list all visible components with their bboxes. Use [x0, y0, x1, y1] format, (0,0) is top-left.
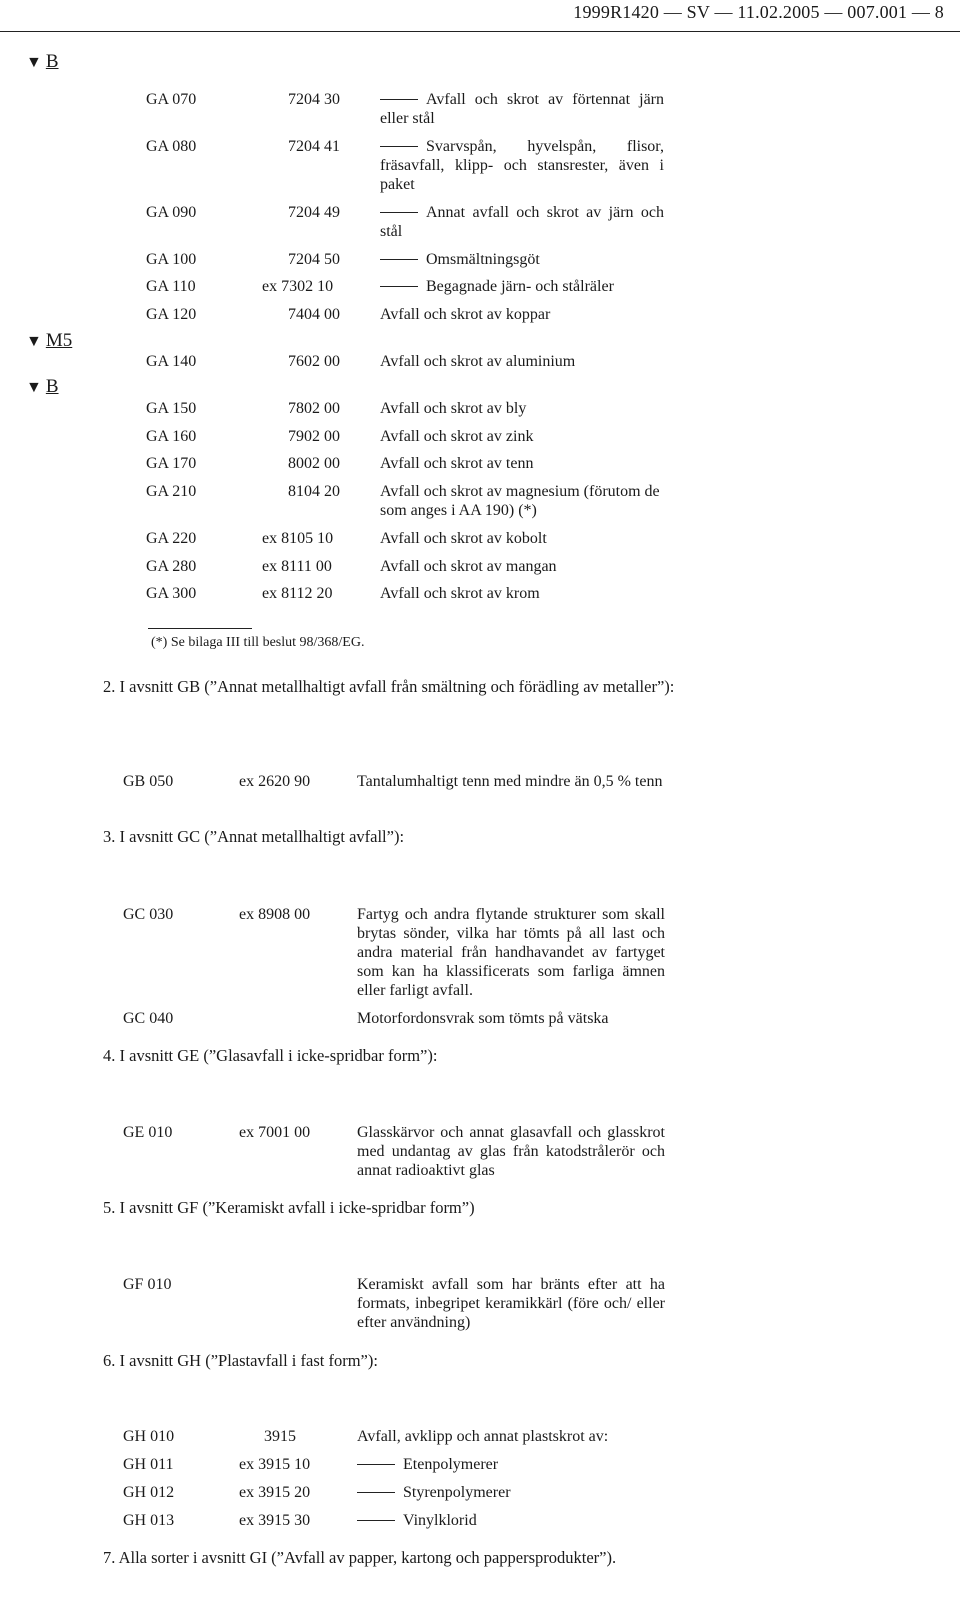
waste-code: GA 210	[146, 483, 197, 500]
waste-description: Avfall och skrot av magnesium (förutom de som anges i AA 190) (*)	[380, 483, 660, 519]
waste-description: Vinylklorid	[357, 1511, 665, 1530]
waste-description: Svarvspån, hyvelspån, flisor, fräsavfall, klipp- och stansrester, även i paket	[380, 138, 664, 193]
waste-description: Avfall och skrot av kobolt	[380, 530, 547, 547]
waste-description: Avfall och skrot av bly	[380, 400, 527, 417]
waste-description: Glasskärvor och annat glasavfall och glasskrot med undantag av glas från katodstrålerör och annat radioaktivt glas	[357, 1124, 665, 1179]
tariff-number: 7902 00	[288, 428, 340, 445]
tariff-number: ex 7001 00	[239, 1124, 311, 1141]
tariff-number: 7204 30	[288, 91, 340, 108]
tariff-number: ex 3915 20	[239, 1484, 311, 1501]
waste-description: Styrenpolymerer	[357, 1483, 665, 1502]
triangle-down-icon: ▼	[26, 333, 42, 350]
waste-code: GB 050	[123, 773, 174, 790]
waste-code: GA 120	[146, 306, 197, 323]
waste-code: GA 080	[146, 138, 197, 155]
waste-code: GH 012	[123, 1484, 175, 1501]
tariff-number: ex 3915 30	[239, 1512, 311, 1529]
tariff-number: 8002 00	[288, 455, 340, 472]
marker-label: B	[45, 51, 59, 72]
dash-mark	[357, 1492, 395, 1493]
footnote: (*) Se bilaga III till beslut 98/368/EG.	[151, 635, 365, 650]
waste-description: Omsmältningsgöt	[380, 250, 664, 269]
waste-code: GA 150	[146, 400, 197, 417]
dash-mark	[380, 286, 418, 287]
tariff-number: 8104 20	[288, 483, 340, 500]
header-rule	[0, 31, 960, 32]
tariff-number: 7602 00	[288, 353, 340, 370]
waste-description: Avfall och skrot av krom	[380, 585, 540, 602]
tariff-number: ex 8112 20	[262, 585, 333, 602]
waste-description: Tantalumhaltigt tenn med mindre än 0,5 % tenn	[357, 773, 663, 790]
tariff-number: 7404 00	[288, 306, 340, 323]
waste-description: Avfall och skrot av mangan	[380, 558, 557, 575]
waste-code: GC 030	[123, 906, 174, 923]
waste-description: Etenpolymerer	[357, 1455, 665, 1474]
waste-code: GE 010	[123, 1124, 173, 1141]
dash-mark	[380, 259, 418, 260]
tariff-number: 3915	[264, 1428, 296, 1445]
tariff-number: ex 2620 90	[239, 773, 311, 790]
amendment-marker-b	[26, 52, 59, 72]
waste-code: GA 100	[146, 251, 197, 268]
marker-label: M5	[45, 330, 73, 351]
tariff-number: 7204 41	[288, 138, 340, 155]
waste-description: Avfall och skrot av koppar	[380, 306, 551, 323]
waste-description: Avfall och skrot av förtennat järn eller stål	[380, 91, 664, 127]
section-heading-gb: 2. I avsnitt GB (”Annat metallhaltigt avfall från smältning och förädling av metaller”):	[103, 677, 675, 696]
section-heading-gi: 7. Alla sorter i avsnitt GI (”Avfall av papper, kartong och pappersprodukter”).	[103, 1548, 617, 1567]
section-heading-gc: 3. I avsnitt GC (”Annat metallhaltigt avfall”):	[103, 827, 405, 846]
tariff-number: ex 8908 00	[239, 906, 311, 923]
dash-mark	[380, 99, 418, 100]
triangle-down-icon: ▼	[26, 379, 42, 396]
tariff-number: ex 8111 00	[262, 558, 332, 575]
waste-code: GA 160	[146, 428, 197, 445]
dash-mark	[357, 1464, 395, 1465]
waste-code: GH 013	[123, 1512, 175, 1529]
waste-code: GH 010	[123, 1428, 175, 1445]
waste-description: Begagnade järn- och stålräler	[380, 277, 664, 296]
tariff-number: ex 3915 10	[239, 1456, 311, 1473]
waste-code: GC 040	[123, 1010, 174, 1027]
dash-mark	[380, 212, 418, 213]
tariff-number: 7802 00	[288, 400, 340, 417]
waste-description: Avfall och skrot av zink	[380, 428, 534, 445]
section-heading-gh: 6. I avsnitt GH (”Plastavfall i fast form”):	[103, 1351, 378, 1370]
footnote-rule	[148, 628, 252, 629]
waste-code: GA 070	[146, 91, 197, 108]
waste-code: GH 011	[123, 1456, 174, 1473]
waste-code: GA 140	[146, 353, 197, 370]
waste-code: GF 010	[123, 1276, 172, 1293]
waste-description: Motorfordonsvrak som tömts på vätska	[357, 1010, 609, 1027]
section-heading-ge: 4. I avsnitt GE (”Glasavfall i icke-spridbar form”):	[103, 1046, 438, 1065]
section-heading-gf: 5. I avsnitt GF (”Keramiskt avfall i icke-spridbar form”)	[103, 1198, 475, 1217]
waste-code: GA 220	[146, 530, 197, 547]
waste-code: GA 300	[146, 585, 197, 602]
triangle-down-icon: ▼	[26, 54, 42, 71]
waste-description: Keramiskt avfall som har bränts efter att ha formats, inbegripet keramikkärl (före och/ eller efter användning)	[357, 1276, 665, 1331]
tariff-number: ex 7302 10	[262, 278, 334, 295]
dash-mark	[380, 146, 418, 147]
waste-code: GA 110	[146, 278, 196, 295]
waste-description: Avfall och skrot av aluminium	[380, 353, 576, 370]
waste-description: Avfall och skrot av tenn	[380, 455, 534, 472]
tariff-number: 7204 49	[288, 204, 340, 221]
tariff-number: ex 8105 10	[262, 530, 334, 547]
dash-mark	[357, 1520, 395, 1521]
marker-label: B	[45, 376, 59, 397]
waste-description: Fartyg och andra flytande strukturer som skall brytas sönder, vilka har tömts på all last och andra material från handhavandet av fartyget som kan ha klassificerats som farliga ämnen eller farligt avfall.	[357, 906, 665, 999]
waste-description: Annat avfall och skrot av järn och stål	[380, 204, 664, 240]
tariff-number: 7204 50	[288, 251, 340, 268]
amendment-marker-m5	[26, 331, 72, 351]
amendment-marker-b	[26, 377, 59, 397]
page-header-reference: 1999R1420 — SV — 11.02.2005 — 007.001 — 8	[573, 2, 944, 22]
waste-code: GA 280	[146, 558, 197, 575]
waste-code: GA 170	[146, 455, 197, 472]
waste-description: Avfall, avklipp och annat plastskrot av:	[357, 1428, 609, 1445]
waste-code: GA 090	[146, 204, 197, 221]
